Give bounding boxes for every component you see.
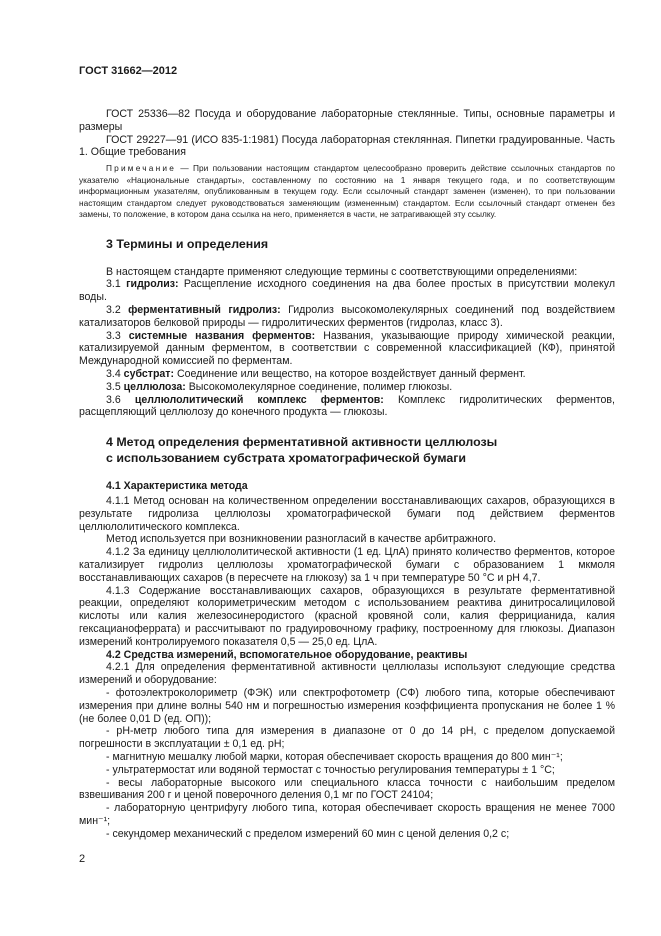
page-number: 2 <box>79 853 86 865</box>
clause-4-1-1: 4.1.1 Метод основан на количественном определении восстанавливающих сахаров, образующихся в результате гидролиза целлюлозы хроматографической бумаги под действием ферментов целлюлолитического комплекса. <box>79 495 615 533</box>
term-number: 3.2 <box>106 304 129 317</box>
term-number: 3.6 <box>106 393 135 406</box>
note-label: Примечание <box>106 163 177 174</box>
term-number: 3.1 <box>106 278 127 291</box>
standard-code-header: ГОСТ 31662—2012 <box>79 65 178 77</box>
term-3-3 <box>79 330 615 368</box>
term-3-4 <box>79 368 615 381</box>
term-definition: Соединение или вещество, на которое воздействует данный фермент. <box>174 368 526 381</box>
term-3-1 <box>79 278 615 304</box>
subsection-4-1-title: 4.1 Характеристика метода <box>106 480 248 493</box>
term-definition: Гидролиз высокомолекулярных соединений под воздействием катализаторов белковой природы — гидролитических ферментов (гидролаз, класс 3). <box>79 304 615 329</box>
list-item: - секундомер механический с пределом измерений 60 мин с ценой деления 0,2 с; <box>106 827 510 840</box>
section-3-intro: В настоящем стандарте применяют следующие термины с соответствующими определениями: <box>106 265 578 278</box>
note-paragraph <box>79 163 615 221</box>
term-name: целлюлоза: <box>123 380 186 393</box>
reference-gost-29227: ГОСТ 29227—91 (ИСО 835-1:1981) Посуда лабораторная стеклянная. Пипетки градуированные. Часть 1. Общие требования <box>79 133 615 159</box>
term-definition: Высокомолекулярное соединение, полимер глюкозы. <box>185 380 453 393</box>
term-3-2 <box>79 304 615 330</box>
section-4-title-line-2: с использованием субстрата хроматографической бумаги <box>106 451 467 466</box>
term-3-6 <box>79 394 615 420</box>
term-definition: Комплекс гидролитических ферментов, расщепляющий целлюлозу до конечного продукта — глюкозы. <box>79 393 616 419</box>
list-item: - фотоэлектроколориметр (ФЭК) или спектрофотометр (СФ) любого типа, которые обеспечивают измерения при длине волны 540 нм и погрешностью измерения коэффициента пропускания не более 1 % (не более 0,01 D (ед. ОП)); <box>79 687 615 725</box>
list-item: - магнитную мешалку любой марки, которая обеспечивает скорость вращения до 800 мин⁻¹; <box>106 750 563 763</box>
list-item: - рН-метр любого типа для измерения в диапазоне от 0 до 14 рН, с пределом допускаемой погрешности в эксплуатации ± 0,1 ед. рН; <box>79 725 615 751</box>
term-number: 3.5 <box>106 380 124 393</box>
term-definition: Расщепление исходного соединения на два более простых в присутствии молекул воды. <box>79 278 616 304</box>
note-text: — При пользовании настоящим стандартом целесообразно проверить действие ссылочных стандартов по указателю «Национальные стандарты», составленному по состоянию на 1 января текущего года, и по соответствующим информационным указателям, опубликованным в текущем году. Если ссылочный стандарт заменен (изменен), то при пользовании настоящим стандартом следует руководствоваться заменяющим (измененным) стандартом. Если ссылочный стандарт отменен без замены, то положение, в котором дана ссылка на него, применяется в части, не затрагивающей эту ссылку. <box>79 163 615 220</box>
term-name: целлюлолитический комплекс ферментов: <box>134 393 384 406</box>
subsection-4-2-title: 4.2 Средства измерений, вспомогательное оборудование, реактивы <box>106 648 468 661</box>
clause-4-1-1-arbitration: Метод используется при возникновении разногласий в качестве арбитражного. <box>106 533 497 546</box>
term-name: субстрат: <box>123 368 175 381</box>
clause-4-1-3: 4.1.3 Содержание восстанавливающих сахаров, образующихся в результате ферментативной реакции, определяют колориметрическим методом с использованием реактива динитросалициловой кислоты или калия железосинеродистого (красной кровяной соли, калия феррицианида, калия гексацианоферрата) и рассчитывают по градуировочному графику, построенному для глюкозы. Диапазон измерений контролируемого показателя 0,5 — 25,0 ед. ЦлА. <box>79 584 615 648</box>
list-item: - ультратермостат или водяной термостат с точностью регулирования температуры ± 1 °С; <box>106 763 555 776</box>
reference-gost-25336: ГОСТ 25336—82 Посуда и оборудование лабораторные стеклянные. Типы, основные параметры и размеры <box>79 108 615 133</box>
list-item: - лабораторную центрифугу любого типа, которая обеспечивает скорость вращения не менее 7000 мин⁻¹; <box>79 802 615 827</box>
list-item: - весы лабораторные высокого или специального класса точности с наибольшим пределом взвешивания 200 г и ценой поверочного деления 0,1 мг по ГОСТ 24104; <box>79 776 615 802</box>
clause-4-1-2: 4.1.2 За единицу целлюлолитической активности (1 ед. ЦлА) принято количество ферментов, которое катализирует гидролиз целлюлозы хроматографической бумаги с образованием 1 мкмоля восстанавливающих сахаров (в пересчете на глюкозу) за 1 ч при температуре 50 °С и рН 4,7. <box>79 546 615 584</box>
term-name: гидролиз: <box>126 278 179 291</box>
section-4-title <box>106 434 615 466</box>
term-name: ферментативный гидролиз: <box>128 304 281 317</box>
clause-4-2-1: 4.2.1 Для определения ферментативной активности целлюлазы используют следующие средства измерений и оборудование: <box>79 661 615 687</box>
term-3-5 <box>79 381 615 394</box>
section-3-title: 3 Термины и определения <box>106 236 269 251</box>
term-number: 3.3 <box>106 329 129 342</box>
term-definition: Названия, указывающие природу химической реакции, катализируемой данным ферментом, в соответствии с современной классификацией (КФ), принятой Международной комиссией по ферментам. <box>79 329 616 368</box>
document-page <box>79 64 615 841</box>
term-name: системные названия ферментов: <box>128 329 316 342</box>
section-4-title-line-1: 4 Метод определения ферментативной активности целлюлозы <box>106 435 498 450</box>
term-number: 3.4 <box>106 368 124 381</box>
